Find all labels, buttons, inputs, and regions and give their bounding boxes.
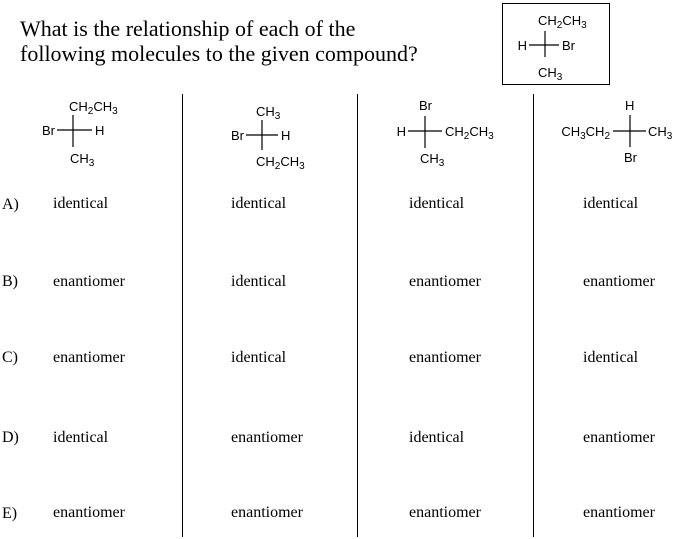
question-line-2: following molecules to the given compound? bbox=[20, 41, 418, 66]
answer-cell: enantiomer bbox=[409, 504, 481, 521]
molecule-2-bottom-group: $CH_2CH_3$ bbox=[256, 154, 305, 172]
column-divider-1 bbox=[182, 94, 183, 537]
answer-cell: identical bbox=[583, 349, 639, 366]
answer-cell: identical bbox=[53, 429, 109, 446]
molecule-2-right-group: H bbox=[281, 128, 291, 143]
molecule-3-right-group: $CH_2CH_3$ bbox=[445, 124, 494, 142]
answer-cell: enantiomer bbox=[409, 349, 481, 366]
answer-cell: identical bbox=[231, 349, 287, 366]
answer-cell: enantiomer bbox=[231, 504, 303, 521]
given-left-group: H bbox=[517, 38, 527, 53]
given-top-group: $CH_2CH_3$ bbox=[538, 13, 587, 31]
answer-cell: enantiomer bbox=[583, 429, 655, 446]
answer-cell: enantiomer bbox=[53, 504, 125, 521]
molecule-1-left-group: Br bbox=[42, 123, 55, 138]
answer-cell: enantiomer bbox=[231, 429, 303, 446]
option-label: A) bbox=[2, 196, 19, 213]
answer-cell: enantiomer bbox=[409, 273, 481, 290]
molecule-3-top-group: Br bbox=[419, 98, 432, 113]
molecule-4-left-group: $CH_3CH_2$ bbox=[561, 124, 610, 142]
answer-cell: identical bbox=[231, 195, 287, 212]
option-label: C) bbox=[2, 349, 18, 366]
answer-cell: enantiomer bbox=[583, 273, 655, 290]
molecule-2-top-group: $CH_3$ bbox=[256, 104, 281, 122]
molecule-1-right-group: H bbox=[95, 123, 105, 138]
answer-cell: enantiomer bbox=[583, 504, 655, 521]
answer-cell: identical bbox=[53, 195, 109, 212]
molecule-4-top-group: H bbox=[625, 98, 635, 113]
molecule-4-bottom-group: Br bbox=[624, 150, 637, 165]
answer-cell: identical bbox=[583, 195, 639, 212]
question-line-1: What is the relationship of each of the bbox=[20, 16, 356, 41]
column-divider-3 bbox=[533, 94, 534, 537]
answer-cell: identical bbox=[231, 273, 287, 290]
answer-cell: enantiomer bbox=[53, 273, 125, 290]
molecule-3-bottom-group: $CH_3$ bbox=[420, 151, 445, 169]
given-bottom-group: $CH_3$ bbox=[538, 65, 563, 83]
given-right-group: Br bbox=[562, 38, 575, 53]
molecule-3-left-group: H bbox=[396, 124, 406, 139]
option-label: D) bbox=[2, 429, 19, 446]
answer-cell: enantiomer bbox=[53, 349, 125, 366]
molecule-1-top-group: $CH_2CH_3$ bbox=[69, 99, 118, 117]
option-label: E) bbox=[2, 505, 18, 522]
option-label: B) bbox=[2, 273, 18, 290]
answer-cell: identical bbox=[409, 429, 465, 446]
question-text bbox=[20, 16, 418, 66]
column-divider-2 bbox=[357, 94, 358, 537]
molecule-2-left-group: Br bbox=[231, 128, 244, 143]
molecule-4-right-group: $CH_3$ bbox=[648, 124, 673, 142]
answer-cell: identical bbox=[409, 195, 465, 212]
molecule-1-bottom-group: $CH_3$ bbox=[70, 151, 95, 169]
